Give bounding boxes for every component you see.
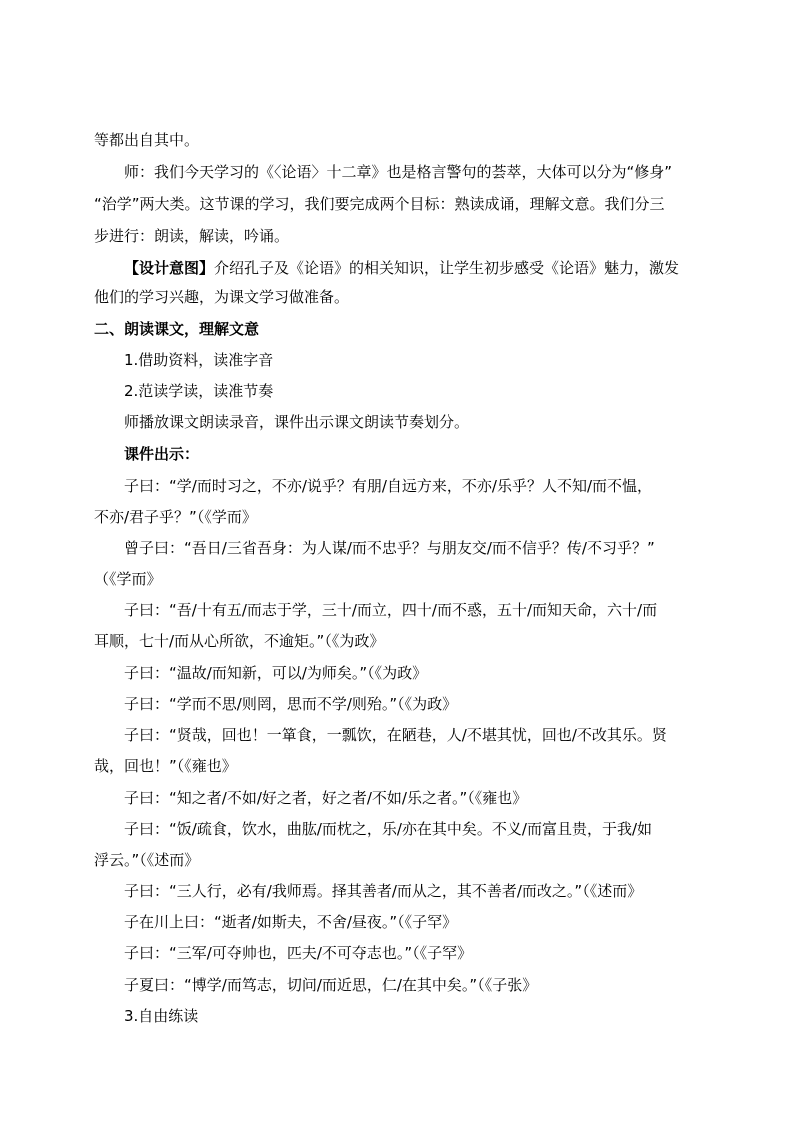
design-intent-label: 【设计意图】	[124, 259, 215, 277]
text-line: 子曰：“三军/可夺帅也，匹夫/不可夺志也。”（《子罕》	[124, 944, 473, 962]
design-intent-paragraph	[124, 258, 679, 278]
text-line: 不亦/君子乎？”（《学而》	[94, 508, 257, 526]
list-item: 1.借助资料，读准字音	[124, 351, 274, 369]
courseware-label: 课件出示：	[124, 445, 200, 463]
text-line: 师：我们今天学习的《〈论语〉十二章》也是格言警句的荟萃，大体可以分为“修身”	[124, 163, 673, 181]
text-line: 浮云。”（《述而》	[94, 851, 200, 869]
text-line: 师播放课文朗读录音，课件出示课文朗读节奏划分。	[124, 413, 470, 431]
text-line: 他们的学习兴趣，为课文学习做准备。	[94, 288, 350, 306]
text-line: 耳顺，七十/而从心所欲，不逾矩。”（《为政》	[94, 632, 385, 650]
text-line: 子在川上曰：“逝者/如斯夫，不舍/昼夜。”（《子罕》	[124, 913, 458, 931]
text-line: 曾子曰：“吾日/三省吾身：为人谋/而不忠乎？与朋友交/而不信乎？传/不习乎？”	[124, 539, 655, 557]
text-line: 子曰：“三人行，必有/我师焉。择其善者/而从之，其不善者/而改之。”（《述而》	[124, 882, 643, 900]
list-item: 2.范读学读，读准节奏	[124, 382, 274, 400]
text-line: 子曰：“学/而时习之，不亦/说乎？有朋/自远方来，不亦/乐乎？人不知/而不愠，	[124, 477, 653, 495]
text-line: 步进行：朗读，解读，吟诵。	[94, 227, 290, 245]
text-line: 子曰：“学而不思/则罔，思而不学/则殆。”（《为政》	[124, 695, 458, 713]
section-heading: 二、朗读课文，理解文意	[94, 320, 260, 338]
text-line: 哉，回也！”（《雍也》	[94, 757, 237, 775]
list-item: 3.自由练读	[124, 1007, 199, 1025]
text-line: 子曰：“温故/而知新，可以/为师矣。”（《为政》	[124, 664, 428, 682]
text-line: “治学”两大类。这节课的学习，我们要完成两个目标：熟读成诵，理解文意。我们分三	[94, 195, 665, 213]
text-line: 子曰：“知之者/不如/好之者，好之者/不如/乐之者。”（《雍也》	[124, 789, 528, 807]
text-line: 子曰：“吾/十有五/而志于学，三十/而立，四十/而不惑，五十/而知天命，六十/而	[124, 601, 658, 619]
text-line: 子夏曰：“博学/而笃志，切问/而近思，仁/在其中矣。”（《子张》	[124, 976, 538, 994]
text-line: （《学而》	[94, 570, 162, 588]
text-line: 子曰：“饭/疏食，饮水，曲肱/而枕之，乐/亦在其中矣。不义/而富且贵，于我/如	[124, 820, 653, 838]
text-line: 介绍孔子及《论语》的相关知识，让学生初步感受《论语》魅力，激发	[214, 259, 680, 277]
text-line: 子曰：“贤哉，回也！一箪食，一瓢饮，在陋巷，人/不堪其忧，回也/不改其乐。贤	[124, 726, 667, 744]
text-line: 等都出自其中。	[94, 131, 200, 149]
